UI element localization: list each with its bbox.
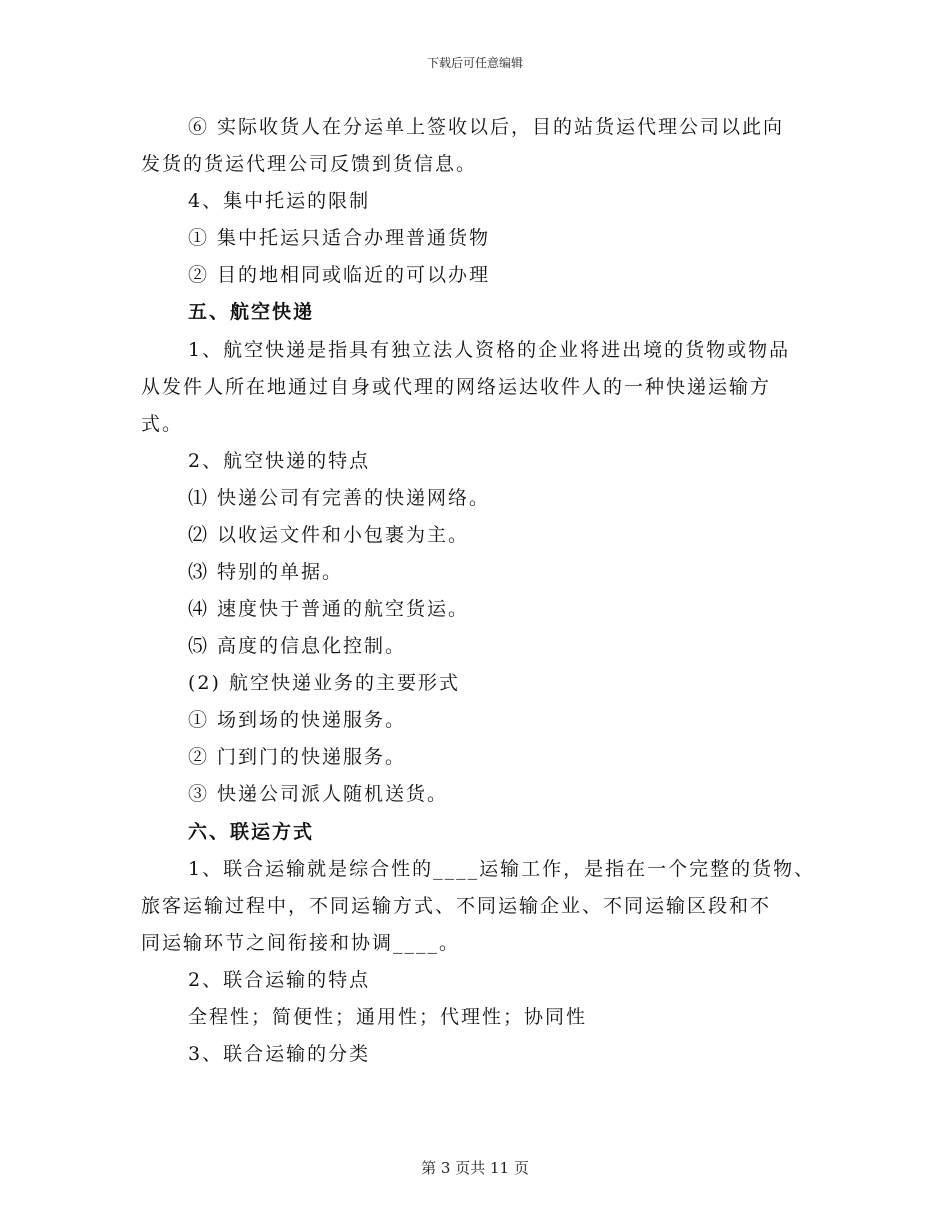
paragraph-line: 全程性；简便性；通用性；代理性；协同性	[188, 1006, 588, 1028]
page-header: 下载后可任意编辑	[426, 56, 523, 70]
list-item: ① 场到场的快递服务。	[188, 709, 407, 731]
section-heading: 六、联运方式	[188, 821, 315, 843]
paragraph-line: 旅客运输过程中，不同运输方式、不同运输企业、不同运输区段和不	[141, 895, 772, 917]
list-item: ① 集中托运只适合办理普通货物	[188, 227, 491, 249]
list-item: ⑶ 特别的单据。	[188, 561, 344, 583]
list-item: ⑸ 高度的信息化控制。	[188, 635, 407, 657]
list-item: ⑵ 以收运文件和小包裹为主。	[188, 524, 470, 546]
list-heading: 4、集中托运的限制	[188, 190, 371, 212]
list-item: ② 门到门的快递服务。	[188, 746, 407, 768]
list-heading: 3、联合运输的分类	[188, 1043, 371, 1065]
list-item: ② 目的地相同或临近的可以办理	[188, 264, 491, 286]
list-item: ⑴ 快递公司有完善的快递网络。	[188, 487, 491, 509]
paragraph-line: 1、联合运输就是综合性的____运输工作，是指在一个完整的货物、	[188, 858, 816, 880]
paragraph-line: 从发件人所在地通过自身或代理的网络运达收件人的一种快递运输方	[141, 376, 772, 398]
list-item: ⑷ 速度快于普通的航空货运。	[188, 598, 470, 620]
paragraph-line: 1、航空快递是指具有独立法人资格的企业将进出境的货物或物品	[188, 339, 791, 361]
paragraph-line: 式。	[141, 413, 184, 435]
list-heading: 2、联合运输的特点	[188, 969, 371, 991]
list-item: ③ 快递公司派人随机送货。	[188, 783, 449, 805]
list-heading: (2) 航空快递业务的主要形式	[188, 672, 460, 694]
paragraph-line: 发货的货运代理公司反馈到货信息。	[141, 153, 478, 175]
page-footer: 第 3 页共 11 页	[421, 1159, 529, 1177]
list-heading: 2、航空快递的特点	[188, 450, 371, 472]
paragraph-line: 同运输环节之间衔接和协调____。	[141, 932, 461, 954]
paragraph-line: ⑥ 实际收货人在分运单上签收以后，目的站货运代理公司以此向	[188, 116, 785, 138]
section-heading: 五、航空快递	[188, 301, 315, 323]
